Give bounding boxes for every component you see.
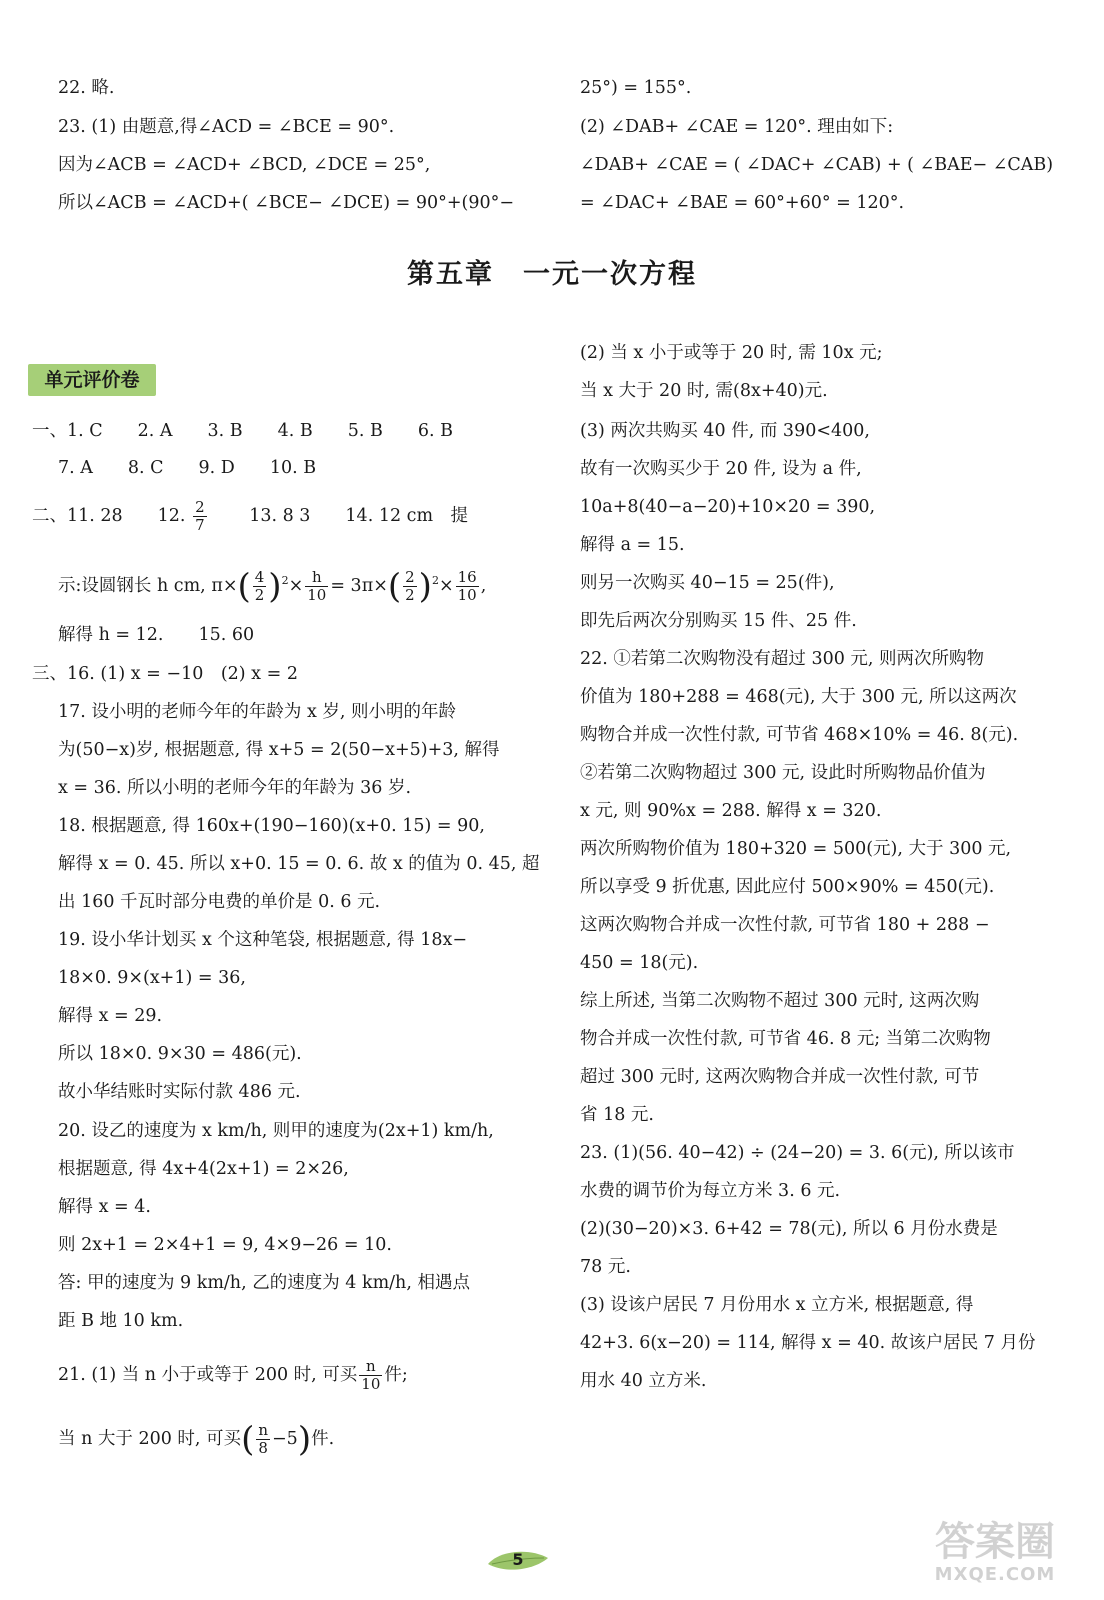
- answer-line: 19. 设小华计划买 x 个这种笔袋, 根据题意, 得 18x−: [58, 930, 468, 950]
- fraction: $\frac{2}{7}$: [195, 498, 205, 534]
- answer-line: 为(50−x)岁, 根据题意, 得 x+5 = 2(50−x+5)+3, 解得: [58, 740, 500, 760]
- answer-line: 故有一次购买少于 20 件, 设为 a 件,: [580, 459, 862, 479]
- answer-line: 23. (1) 由题意,得∠ACD = ∠BCE = 90°.: [58, 117, 395, 137]
- page-number: [486, 1546, 550, 1576]
- answer-line: 78 元.: [580, 1257, 631, 1277]
- answer-line: 解得 h = 12. 15. 60: [58, 625, 255, 645]
- answer-line: 22. 略.: [58, 78, 115, 98]
- fraction: $\frac{16}{10}$: [457, 567, 477, 604]
- mc-answers-row: 7. A 8. C 9. D 10. B: [58, 458, 317, 478]
- chapter-title: 第五章 一元一次方程: [407, 259, 697, 290]
- answer-line: 物合并成一次性付款, 可节省 46. 8 元; 当第二次购物: [580, 1029, 991, 1049]
- answer-line: 这两次购物合并成一次性付款, 可节省 180 + 288 −: [580, 915, 990, 935]
- answer-line: 价值为 180+288 = 468(元), 大于 300 元, 所以这两次: [580, 687, 1017, 707]
- q21-line-a: 21. (1) 当 n 小于或等于 200 时, 可买 $\frac{n}{10}$ 件;: [58, 1357, 408, 1393]
- answer-line: 省 18 元.: [580, 1105, 654, 1125]
- answer-line: (2)(30−20)×3. 6+42 = 78(元), 所以 6 月份水费是: [580, 1219, 998, 1239]
- answer-line: 22. ①若第二次购物没有超过 300 元, 则两次所购物: [580, 649, 985, 669]
- fraction: $\frac{4}{2}$: [254, 567, 265, 604]
- answer-line: 距 B 地 10 km.: [58, 1311, 184, 1331]
- answer-line: 450 = 18(元).: [580, 953, 699, 973]
- answer-line: 解得 a = 15.: [580, 535, 685, 555]
- answer-line: 根据题意, 得 4x+4(2x+1) = 2×26,: [58, 1159, 349, 1179]
- answer-line: (3) 设该户居民 7 月份用水 x 立方米, 根据题意, 得: [580, 1295, 974, 1315]
- answer-line: 三、16. (1) x = −10 (2) x = 2: [32, 664, 298, 684]
- answer-line: 解得 x = 29.: [58, 1006, 163, 1026]
- answer-line: 两次所购物价值为 180+320 = 500(元), 大于 300 元,: [580, 839, 1012, 859]
- answer-line: 20. 设乙的速度为 x km/h, 则甲的速度为(2x+1) km/h,: [58, 1121, 494, 1141]
- answer-line: 则另一次购买 40−15 = 25(件),: [580, 573, 835, 593]
- fill-rest: 13. 8 3 14. 12 cm 提: [214, 506, 469, 526]
- answer-line: 即先后两次分别购买 15 件、25 件.: [580, 611, 857, 631]
- fraction: $\frac{2}{2}$: [405, 567, 415, 604]
- watermark: [900, 1520, 1090, 1590]
- fill-prefix: 二、11. 28 12.: [32, 506, 186, 526]
- watermark-url: MXQE.COM: [934, 1564, 1056, 1585]
- page-number-text: 5: [512, 1550, 524, 1569]
- fraction: $\frac{h}{10}$: [307, 567, 327, 604]
- answer-line: 解得 x = 0. 45. 所以 x+0. 15 = 0. 6. 故 x 的值为 0. 45, 超: [58, 854, 540, 874]
- answer-line: 23. (1)(56. 40−42) ÷ (24−20) = 3. 6(元), 所以该市: [580, 1143, 1015, 1163]
- answer-line: 综上所述, 当第二次购物不超过 300 元时, 这两次购: [580, 991, 980, 1011]
- q21-line-b: 当 n 大于 200 时, 可买( $\frac{n}{8}$ −5)件.: [58, 1419, 335, 1460]
- answer-line: 10a+8(40−a−20)+10×20 = 390,: [580, 497, 876, 517]
- answer-line: 18×0. 9×(x+1) = 36,: [58, 968, 246, 988]
- answer-line: ②若第二次购物超过 300 元, 设此时所购物品价值为: [580, 763, 986, 783]
- answer-line: 答: 甲的速度为 9 km/h, 乙的速度为 4 km/h, 相遇点: [58, 1273, 470, 1293]
- answer-line: 用水 40 立方米.: [580, 1371, 707, 1391]
- answer-line: 解得 x = 4.: [58, 1197, 151, 1217]
- answer-line: 42+3. 6(x−20) = 114, 解得 x = 40. 故该户居民 7 月份: [580, 1333, 1036, 1353]
- answer-line: 当 x 大于 20 时, 需(8x+40)元.: [580, 381, 828, 401]
- answer-line: (2) 当 x 小于或等于 20 时, 需 10x 元;: [580, 343, 883, 363]
- answer-line: 水费的调节价为每立方米 3. 6 元.: [580, 1181, 841, 1201]
- answer-line: 25°) = 155°.: [580, 78, 692, 98]
- answer-line: 所以∠ACB = ∠ACD+( ∠BCE− ∠DCE) = 90°+(90°−: [58, 193, 515, 213]
- answer-line: 所以 18×0. 9×30 = 486(元).: [58, 1044, 302, 1064]
- answer-line: 出 160 千瓦时部分电费的单价是 0. 6 元.: [58, 892, 381, 912]
- answer-line: 故小华结账时实际付款 486 元.: [58, 1082, 301, 1102]
- answer-line: x = 36. 所以小明的老师今年的年龄为 36 岁.: [58, 778, 412, 798]
- answer-line: 17. 设小明的老师今年的年龄为 x 岁, 则小明的年龄: [58, 702, 457, 722]
- fraction: $\frac{n}{10}$: [361, 1357, 381, 1393]
- answer-line: 超过 300 元时, 这两次购物合并成一次性付款, 可节: [580, 1067, 980, 1087]
- answer-line: = ∠DAC+ ∠BAE = 60°+60° = 120°.: [580, 193, 905, 213]
- answer-line: 18. 根据题意, 得 160x+(190−160)(x+0. 15) = 90,: [58, 816, 485, 836]
- answer-line: (2) ∠DAB+ ∠CAE = 120°. 理由如下:: [580, 117, 894, 137]
- fraction: $\frac{n}{8}$: [258, 1421, 268, 1457]
- answer-line: 所以享受 9 折优惠, 因此应付 500×90% = 450(元).: [580, 877, 995, 897]
- answer-line: 因为∠ACB = ∠ACD+ ∠BCD, ∠DCE = 25°,: [58, 155, 431, 175]
- answer-line: 则 2x+1 = 2×4+1 = 9, 4×9−26 = 10.: [58, 1235, 392, 1255]
- answer-line: (3) 两次共购买 40 件, 而 390<400,: [580, 421, 870, 441]
- watermark-text: 答案圈: [935, 1519, 1055, 1565]
- mc-answers-row: 一、1. C 2. A 3. B 4. B 5. B 6. B: [32, 421, 454, 441]
- answer-line: x 元, 则 90%x = 288. 解得 x = 320.: [580, 801, 882, 821]
- section-badge: 单元评价卷: [28, 364, 156, 396]
- hint-line: 示:设圆钢长 h cm, π×( $\frac{4}{2}$ )$^2$× $\frac{h}{10}$ = 3π×( $\frac{2}{2}$ )$^2$× $\frac{16}{10}$ ,: [58, 566, 487, 607]
- fill-answers-row: [32, 494, 468, 538]
- answer-line: ∠DAB+ ∠CAE = ( ∠DAC+ ∠CAB) + ( ∠BAE− ∠CAB): [580, 155, 1054, 175]
- answer-line: 购物合并成一次性付款, 可节省 468×10% = 46. 8(元).: [580, 725, 1019, 745]
